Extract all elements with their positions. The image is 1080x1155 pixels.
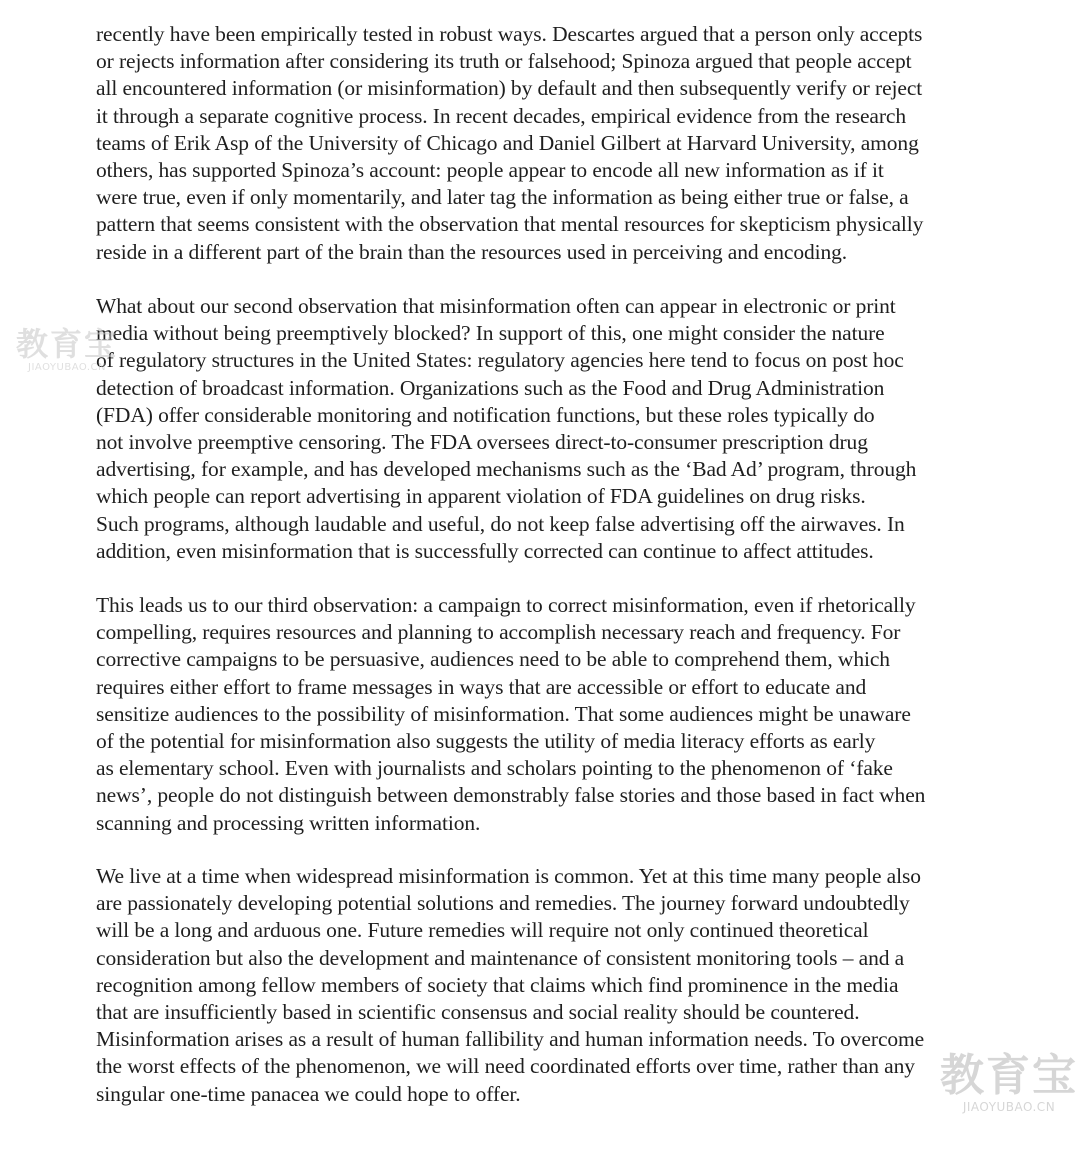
text-line: teams of Erik Asp of the University of Chicago and Daniel Gilbert at Harvard University, among bbox=[96, 130, 919, 155]
text-line: that are insufficiently based in scientific consensus and social reality should be countered. bbox=[96, 999, 860, 1024]
text-line: detection of broadcast information. Organizations such as the Food and Drug Administration bbox=[96, 375, 885, 400]
text-line: of the potential for misinformation also suggests the utility of media literacy efforts as early bbox=[96, 728, 876, 753]
text-line: it through a separate cognitive process. In recent decades, empirical evidence from the research bbox=[96, 103, 907, 128]
text-line: the worst effects of the phenomenon, we will need coordinated efforts over time, rather than any bbox=[96, 1054, 915, 1079]
text-line: pattern that seems consistent with the observation that mental resources for skepticism physically bbox=[96, 212, 924, 237]
paragraph-conclusion bbox=[96, 863, 1056, 1108]
text-line: not involve preemptive censoring. The FDA oversees direct-to-consumer prescription drug bbox=[96, 429, 868, 454]
text-line: others, has supported Spinoza’s account: people appear to encode all new information as if it bbox=[96, 157, 884, 182]
text-line: What about our second observation that misinformation often can appear in electronic or print bbox=[96, 294, 896, 318]
text-line: which people can report advertising in apparent violation of FDA guidelines on drug risks. bbox=[96, 484, 866, 509]
text-line: of regulatory structures in the United States: regulatory agencies here tend to focus on post hoc bbox=[96, 348, 904, 373]
text-line: recognition among fellow members of society that claims which find prominence in the media bbox=[96, 972, 899, 997]
text-line: or rejects information after considering its truth or falsehood; Spinoza argued that people accept bbox=[96, 49, 912, 74]
watermark-logo: 教育宝 bbox=[940, 1050, 1078, 1101]
text-line: corrective campaigns to be persuasive, audiences need to be able to comprehend them, which bbox=[96, 647, 890, 672]
watermark-url: JIAOYUBAO.CN bbox=[28, 362, 106, 373]
paragraph-descartes-spinoza bbox=[96, 21, 1056, 266]
text-line: This leads us to our third observation: a campaign to correct misinformation, even if rhetorically bbox=[96, 593, 916, 617]
text-line: were true, even if only momentarily, and later tag the information as being either true or false, a bbox=[96, 185, 909, 210]
text-line: addition, even misinformation that is successfully corrected can continue to affect attitudes. bbox=[96, 538, 874, 563]
text-line: Misinformation arises as a result of human fallibility and human information needs. To overcome bbox=[96, 1027, 925, 1052]
text-line: We live at a time when widespread misinformation is common. Yet at this time many people also bbox=[96, 864, 921, 888]
text-line: scanning and processing written information. bbox=[96, 810, 481, 835]
text-line: news’, people do not distinguish between demonstrably false stories and those based in fact when bbox=[96, 783, 926, 808]
text-line: advertising, for example, and has developed mechanisms such as the ‘Bad Ad’ program, through bbox=[96, 457, 917, 482]
text-line: sensitize audiences to the possibility of misinformation. That some audiences might be unaware bbox=[96, 701, 911, 726]
watermark-logo: 教育宝 bbox=[16, 325, 119, 363]
text-line: reside in a different part of the brain than the resources used in perceiving and encoding. bbox=[96, 239, 848, 264]
watermark-url: JIAOYUBAO.CN bbox=[962, 1100, 1056, 1114]
paragraph-second-observation bbox=[96, 293, 1056, 565]
text-line: will be a long and arduous one. Future remedies will require not only continued theoretical bbox=[96, 918, 869, 943]
text-line: recently have been empirically tested in robust ways. Descartes argued that a person only accepts bbox=[96, 22, 923, 46]
text-line: compelling, requires resources and planning to accomplish necessary reach and frequency. For bbox=[96, 620, 901, 645]
paragraph-third-observation bbox=[96, 592, 1056, 837]
text-line: as elementary school. Even with journalists and scholars pointing to the phenomenon of ‘fake bbox=[96, 756, 893, 781]
text-line: all encountered information (or misinformation) by default and then subsequently verify or reject bbox=[96, 76, 923, 101]
text-line: media without being preemptively blocked? In support of this, one might consider the nature bbox=[96, 321, 885, 346]
text-line: Such programs, although laudable and useful, do not keep false advertising off the airwaves. In bbox=[96, 511, 905, 536]
text-line: requires either effort to frame messages in ways that are accessible or effort to educate and bbox=[96, 674, 867, 699]
text-line: singular one-time panacea we could hope to offer. bbox=[96, 1081, 521, 1106]
text-line: (FDA) offer considerable monitoring and notification functions, but these roles typically do bbox=[96, 402, 875, 427]
text-line: are passionately developing potential solutions and remedies. The journey forward undoubtedly bbox=[96, 891, 910, 916]
text-line: consideration but also the development and maintenance of consistent monitoring tools – and a bbox=[96, 945, 905, 970]
